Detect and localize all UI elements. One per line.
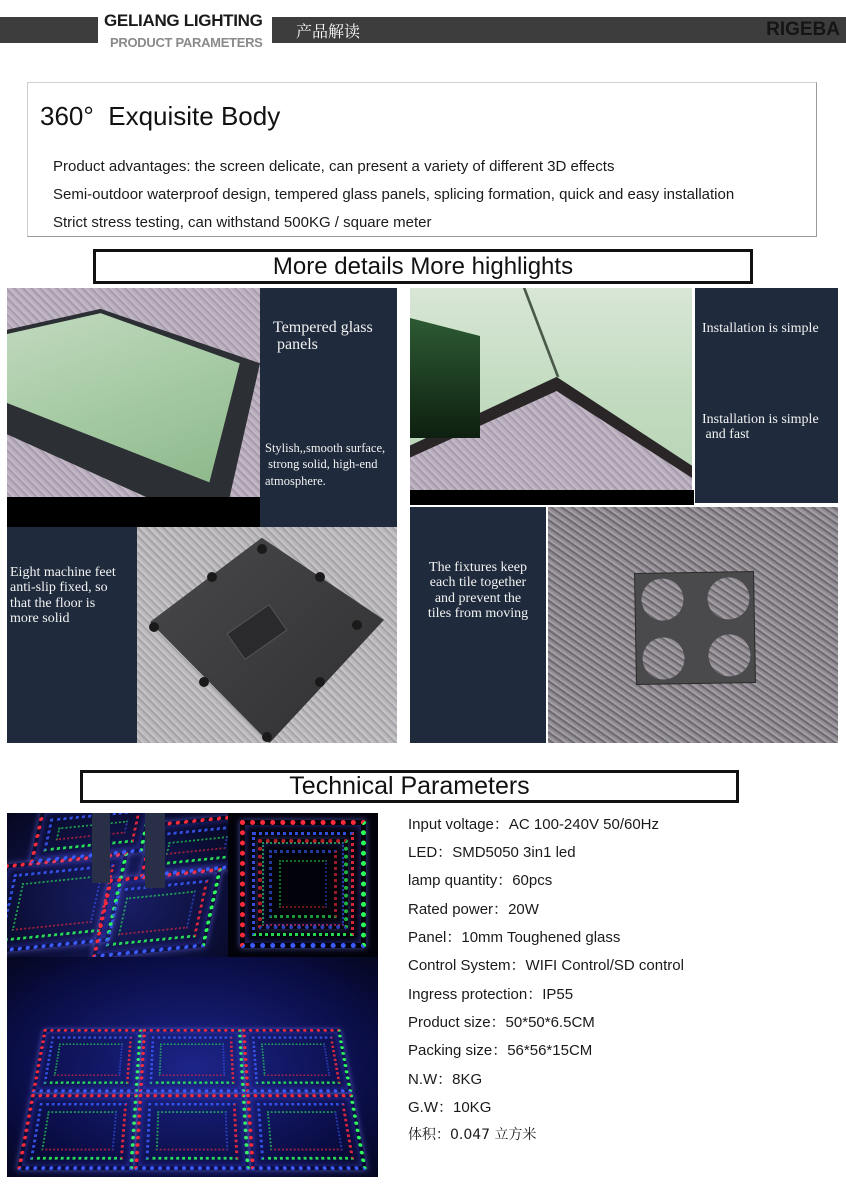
- spec-input-voltage: [408, 813, 659, 834]
- spec-label: Packing size：: [408, 1042, 508, 1059]
- machine-foot: [149, 622, 159, 632]
- machine-foot: [207, 572, 217, 582]
- fixtures-caption-panel: [410, 507, 546, 743]
- caption-line: that the floor is: [10, 595, 96, 611]
- machine-feet-desc: [10, 565, 116, 627]
- caption-line: Tempered glass: [273, 319, 373, 336]
- spec-label: lamp quantity：: [408, 872, 513, 889]
- dark-module: [410, 318, 480, 438]
- spec-volume: [408, 1124, 537, 1144]
- spec-label: N.W：: [408, 1071, 453, 1088]
- spec-panel: [408, 926, 620, 947]
- caption-line: anti-slip fixed, so: [10, 580, 108, 596]
- led-tile: [242, 1029, 352, 1092]
- led-tile-closeup: [228, 813, 378, 957]
- led-tile: [17, 1094, 138, 1170]
- installation-photo: [410, 288, 692, 490]
- spec-label: Input voltage：: [408, 816, 509, 833]
- machine-foot: [352, 620, 362, 630]
- spec-ingress-protection: [408, 983, 573, 1004]
- technical-heading-box: [80, 770, 739, 803]
- person-legs: [145, 813, 165, 888]
- tempered-glass-caption-panel: [260, 288, 397, 527]
- machine-foot: [199, 677, 209, 687]
- photo-bar: [7, 497, 260, 527]
- caption-line: Eight machine feet: [10, 565, 116, 580]
- led-floor-photo: [7, 813, 378, 1177]
- caption-line: each tile together: [429, 575, 527, 591]
- spec-label: Control System：: [408, 957, 526, 974]
- section-label-cn: 产品解读: [296, 22, 361, 41]
- spec-value: 8KG: [452, 1071, 483, 1088]
- led-tile-reflection: [258, 839, 348, 929]
- header-bar-left: [0, 17, 98, 43]
- spec-value: 0.047 立方米: [450, 1127, 537, 1143]
- caption-line: Stylish,,smooth surface,: [265, 441, 386, 455]
- photo-bar: [410, 490, 694, 505]
- tempered-glass-title: [273, 320, 373, 354]
- led-tiles-with-feet: [7, 813, 228, 957]
- tile-underside-photo: [137, 527, 397, 743]
- led-tile: [32, 1029, 142, 1092]
- spec-led: [408, 841, 576, 862]
- led-tile: [246, 1094, 367, 1170]
- spec-value: IP55: [542, 986, 574, 1003]
- spec-gross-weight: [408, 1096, 491, 1117]
- caption-line: Installation is simple: [702, 412, 819, 427]
- tempered-glass-photo: [7, 288, 260, 497]
- caption-line: and fast: [702, 426, 750, 442]
- led-floor-grid: [7, 957, 378, 1177]
- spec-packing-size: [408, 1039, 592, 1060]
- bracket-hole: [641, 578, 684, 621]
- installation-caption-panel: [695, 288, 838, 503]
- machine-foot: [315, 572, 325, 582]
- spec-label: Rated power：: [408, 901, 509, 918]
- details-heading-box: [93, 249, 753, 284]
- caption-line: panels: [273, 335, 318, 353]
- machine-foot: [262, 732, 272, 742]
- spec-net-weight: [408, 1068, 482, 1089]
- spec-label: G.W：: [408, 1099, 453, 1116]
- intro-line: Semi-outdoor waterproof design, tempered glass panels, splicing formation, quick and easy installation: [53, 186, 735, 203]
- intro-line: Product advantages: the screen delicate, can present a variety of different 3D effects: [53, 158, 615, 175]
- installation-line-2: [702, 413, 819, 442]
- spec-value: 20W: [508, 901, 539, 918]
- spec-label: Ingress protection：: [408, 986, 543, 1003]
- spec-value: SMD5050 3in1 led: [452, 844, 576, 861]
- installation-line-1: Installation is simple: [702, 321, 819, 336]
- fixture-bracket-photo: [548, 507, 838, 743]
- spec-label: 体积：: [408, 1127, 450, 1143]
- caption-line: atmosphere.: [265, 473, 326, 488]
- caption-line: strong solid, high-end: [265, 457, 378, 472]
- details-heading: More details More highlights: [272, 252, 574, 280]
- spec-value: WIFI Control/SD control: [525, 957, 684, 974]
- spec-value: 60pcs: [512, 872, 553, 889]
- caption-line: tiles from moving: [427, 606, 529, 622]
- led-tile: [134, 1094, 250, 1170]
- fixture-bracket: [635, 572, 755, 684]
- intro-box: [27, 82, 817, 237]
- bracket-hole: [708, 634, 751, 677]
- led-grid-perspective: [17, 1029, 367, 1170]
- spec-value: 50*50*6.5CM: [505, 1014, 595, 1031]
- caption-line: more solid: [10, 611, 70, 627]
- spec-product-size: [408, 1011, 595, 1032]
- spec-label: Product size：: [408, 1014, 506, 1031]
- spec-value: 10KG: [453, 1099, 492, 1116]
- intro-line: Strict stress testing, can withstand 500KG / square meter: [53, 214, 432, 231]
- caption-line: The fixtures keep: [429, 560, 527, 575]
- spec-control-system: [408, 954, 684, 975]
- caption-line: and prevent the: [434, 590, 522, 606]
- spec-label: LED：: [408, 844, 453, 861]
- fixtures-desc: [410, 560, 546, 622]
- brand-subtitle: PRODUCT PARAMETERS: [110, 35, 263, 50]
- spec-value: AC 100-240V 50/60Hz: [508, 816, 660, 833]
- spec-value: 56*56*15CM: [507, 1042, 593, 1059]
- bracket-hole: [642, 637, 685, 680]
- machine-feet-caption-panel: [7, 527, 137, 743]
- intro-title: 360° Exquisite Body: [40, 101, 281, 131]
- spec-lamp-quantity: [408, 869, 552, 890]
- machine-foot: [257, 544, 267, 554]
- machine-foot: [315, 677, 325, 687]
- person-legs: [92, 813, 110, 883]
- led-tile: [139, 1029, 245, 1092]
- brand-title: GELIANG LIGHTING: [104, 11, 263, 30]
- technical-heading: Technical Parameters: [289, 772, 530, 800]
- brand-right-logo: RIGEBA: [766, 19, 840, 40]
- spec-label: Panel：: [408, 929, 462, 946]
- spec-value: 10mm Toughened glass: [461, 929, 621, 946]
- bracket-hole: [707, 577, 750, 620]
- tempered-glass-desc: [265, 440, 385, 489]
- spec-rated-power: [408, 898, 539, 919]
